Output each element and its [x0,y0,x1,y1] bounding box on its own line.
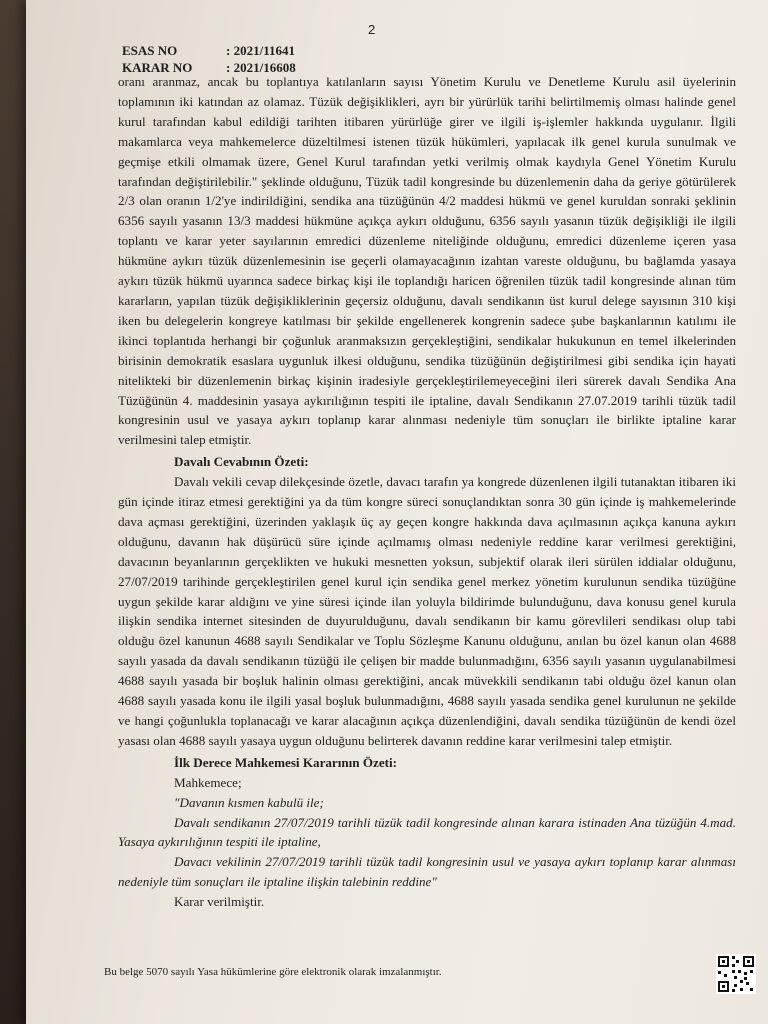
karar-value: : 2021/16608 [226,60,296,75]
esas-label: ESAS NO [122,43,178,58]
court-quote-2: Davalı sendikanın 27/07/2019 tarihli tüzük tadil kongresinde alınan karara istinaden Ana tüzüğün 4.mad. Yasaya aykırılığının tespiti ile iptaline, [118,814,736,850]
plaintiff-paragraph: oranı aranmaz, ancak bu toplantıya katılanların sayısı Yönetim Kurulu ve Denetleme Kurulu asil üyelerinin toplamının iki katından az olamaz. Tüzük değişiklikleri, ayrı bir yürürlük tarihi belirtilmemiş olması halinde genel kurul tarafından kabul edildiği tarihten itibaren yürürlüğe girer ve ilgili iş-işlemler hakkında uygulanır. İlgili makamlarca veya mahkemelerce düzeltilmesi istenen tüzük hükümleri, yapılacak ilk genel kurula sunulmak ve geçmişe etkili olmamak üzere, Genel Kurul tarafından yetki verilmiş olmak kaydıyla Genel Yönetim Kurulu tarafından değiştirilebilir." şeklinde olduğunu, Tüzük tadil kongresinde bu düzenlemenin daha da geriye götürülerek 2/3 olan oranın 1/2'ye indirildiğini, sendika ana tüzüğünün 4/2 maddesi hükmü ve genel kuruldan sonraki şeklinin 6356 sayılı yasanın 13/3 maddesi hükmüne açıkça aykırı olduğunu, 6356 sayılı yasanın tüzük değişikliği ile ilgili toplantı ve karar yeter sayılarının emredici düzenleme niteliğinde olduğunu, emredici düzenleme içeren yasa hükmüne aykırı tüzük düzenlemesinin ise geçerli olamayacağının izahtan vareste olduğunu, bu bağlamda yasaya aykırı tüzük hükmü uyarınca sadece birkaç kişi ile toplandığı haricen öğrenilen tüzük tadil kongresinde alınan tüm kararların, yapılan tüzük değişikliklerinin geçersiz olduğunu, davalı sendikanın üst kurul delege sayısının 310 kişi iken bu delegelerin kongreye katılması bir şekilde engellenerek kongrenin sadece şube başkanlarının katılımı ile ikinci toplantıda herhangi bir çoğunluk aranmaksızın gerçekleştiğini, sendikalar hukukunun en temel ilkelerinden birisinin demokratik esaslara uygunluk ilkesi olduğunu, sendika tüzüğünün değiştirilmesi gibi sendika için hayati nitelikteki bir düzenlemenin birkaç kişinin iradesiyle gerçekleştirilemeyeceğini ileri sürerek davalı Sendika Ana Tüzüğünün 4. maddesinin yasaya aykırılığının tespiti ile iptaline, davalı Sendikanın 27.07.2019 tarihli tüzük tadil kongresinin usul ve yasaya aykırı toplanıp karar alınması nedeniyle tüm sonuçları ile birlikte iptaline karar verilmesini talep etmiştir. [118,74,736,448]
karar-label: KARAR NO [122,60,193,75]
defendant-response-heading: Davalı Cevabının Özeti: [174,454,309,470]
court-intro: Mahkemece; [174,774,242,790]
page-number: 2 [368,22,376,37]
document-body [118,72,736,912]
court-closing: Karar verilmiştir. [174,894,265,910]
esas-value: : 2021/11641 [226,43,295,58]
defendant-response-paragraph: Davalı vekili cevap dilekçesinde özetle, davacı tarafın ya kongrede düzenlenen ilgili tutanaktan itibaren iki gün içinde itiraz etmesi gerektiğini ya da tüm kongre süreci sonuçlandıktan sonra 30 gün içinde iş mahkemelerinde dava açması gerektiğini, üzerinden yaklaşık üç ay geçen kongre hakkında dava açılmasının açıkça kanuna aykırı olduğunu, davanın hak düşürücü süre içinde açılmamış olması nedeniyle reddine karar verilmesi gerektiğini, davacının beyanlarının gerçeklikten ve hukuki mesnetten yoksun, subjektif olarak ileri sürülen iddialar olduğunu, 27/07/2019 tarihinde gerçekleştirilen genel kurul için sendika genel merkez yönetim kurulunun sendika tüzüğüne uygun şekilde karar aldığını ve yine süresi içinde ilan yoluyla bildirimde bulunduğunu, dava konusu genel kurula ilişkin sendika internet sitesinden de duyurulduğunu, davalı sendikanın bir kamu görevlileri sendikası olup tabi olduğu özel kanunun 4688 sayılı Sendikalar ve Toplu Sözleşme Kanunu olduğunu, anılan bu özel kanun olan 4688 sayılı yasada da davalı sendikanın tüzüğü ile çelişen bir madde bulunmadığını, 6356 sayılı yasanın uygulanabilmesi 4688 sayılı yasada bir boşluk halinin olması gerektiğini, ancak müvekkili sendikanın tabi olduğu özel kanun olan 4688 sayılı yasada konu ile ilgili yasal boşluk bulunmadığını, 4688 sayılı yasada sendika genel kurulunun ne şekilde ve hangi çoğunlukla toplanacağı ve karar alacağının açıkça düzenlendiğini, davalı sendika tüzüğünün de kendi özel yasası olan 4688 sayılı yasaya uygun olduğunu belirterek davanın reddine karar verilmesini talep etmiştir. [118,474,736,748]
case-header [122,42,296,76]
first-instance-heading: İlk Derece Mahkemesi Kararının Özeti: [174,754,398,770]
qr-code-icon [716,954,756,994]
esas-row [122,42,296,59]
court-quote-3: Davacı vekilinin 27/07/2019 tarihli tüzük tadil kongresinin usul ve yasaya aykırı toplanıp karar alınması nedeniyle tüm sonuçları ile iptaline ilişkin talebinin reddine" [118,854,736,890]
e-signature-footer: Bu belge 5070 sayılı Yasa hükümlerine göre elektronik olarak imzalanmıştır. [104,966,442,978]
court-quote-1: "Davanın kısmen kabulü ile; [174,794,324,810]
